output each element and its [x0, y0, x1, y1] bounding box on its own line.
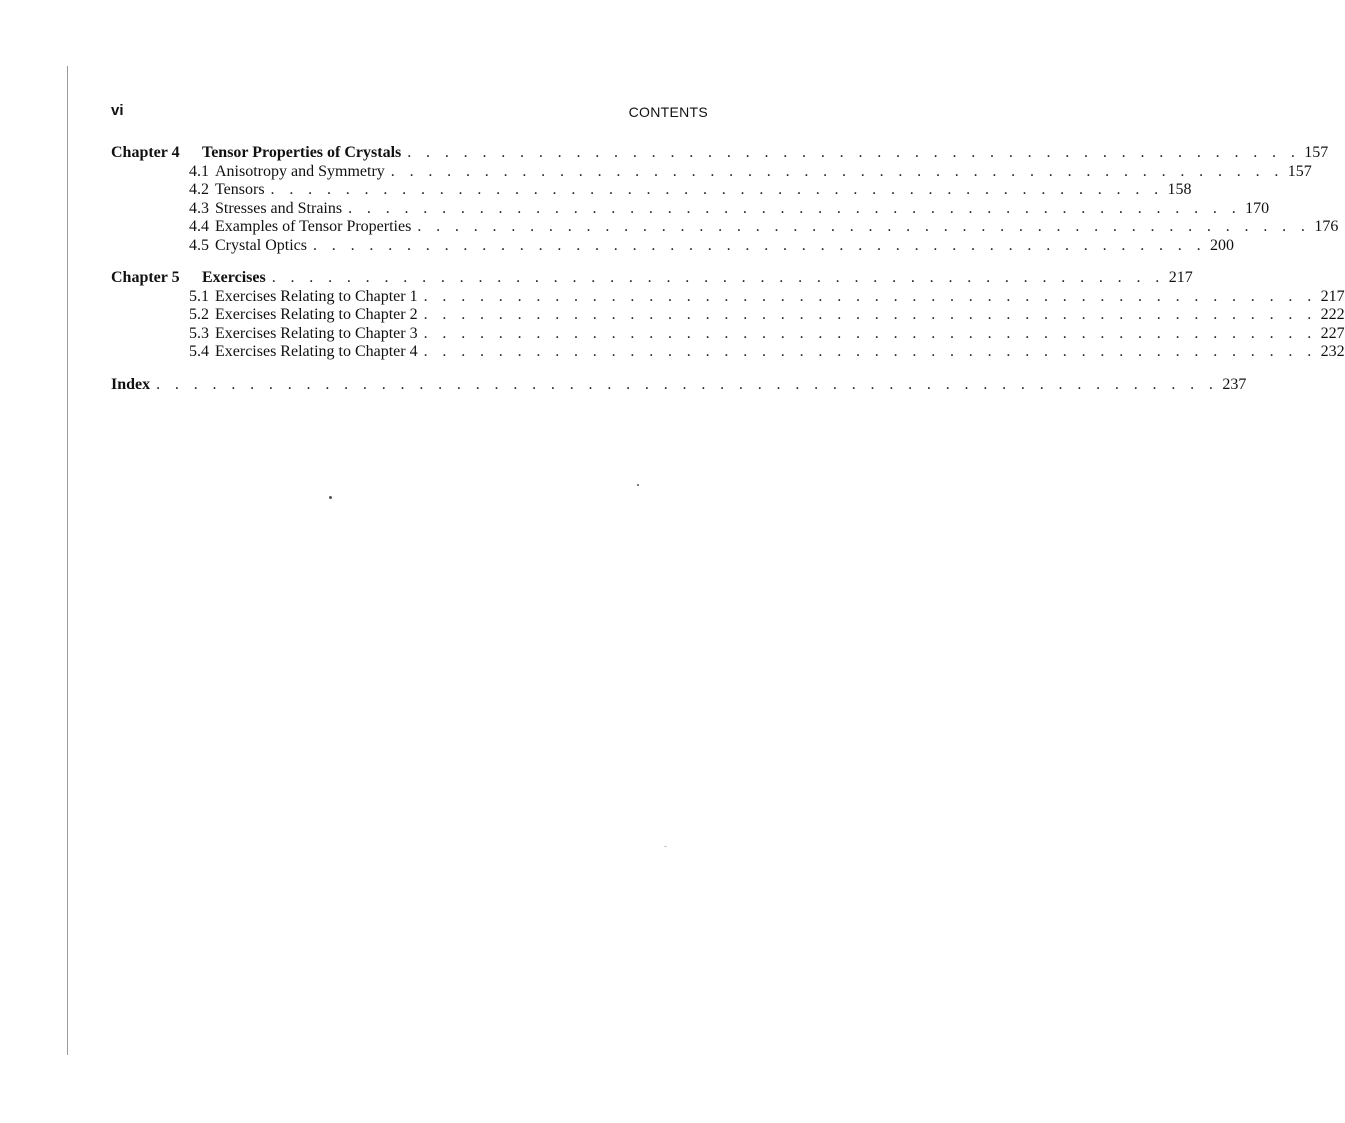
- section-title: Exercises Relating to Chapter 3: [215, 324, 418, 342]
- scan-speck: [637, 484, 639, 486]
- chapter-title: Exercises: [202, 269, 266, 286]
- dot-leader: . . . . . . . . . . . . . . . . . . . . . . . . . . . . . . . . . . . . . . . . . . . . . . . .: [417, 218, 1311, 235]
- toc-section-row[interactable]: [111, 218, 1339, 237]
- toc-section-row[interactable]: [111, 306, 1345, 325]
- section-number: 5.4: [189, 343, 209, 360]
- page-header: [111, 102, 708, 122]
- dot-leader: . . . . . . . . . . . . . . . . . . . . . . . . . . . . . . . . . . . . . . . . . . . . . . . .: [407, 144, 1301, 161]
- page-number: 217: [1168, 269, 1193, 286]
- section-number: 4.1: [189, 162, 209, 180]
- toc-section-row[interactable]: [111, 199, 1270, 219]
- toc-section-row[interactable]: [111, 343, 1345, 362]
- toc-chapter-row[interactable]: [111, 269, 1193, 288]
- chapter-label: Chapter 4: [111, 144, 180, 161]
- dot-leader: . . . . . . . . . . . . . . . . . . . . . . . . . . . . . . . . . . . . . . . . . . . . . . . . . . . . . . . . .: [156, 375, 1219, 393]
- page-number: 227: [1320, 324, 1345, 342]
- section-title: Tensors: [215, 181, 265, 198]
- dot-leader: . . . . . . . . . . . . . . . . . . . . . . . . . . . . . . . . . . . . . . . . . . . . . . . .: [423, 324, 1317, 342]
- page-number: 157: [1287, 162, 1312, 180]
- toc-chapter-row[interactable]: [111, 144, 1329, 163]
- section-title: Examples of Tensor Properties: [215, 218, 412, 235]
- toc-index-row[interactable]: [111, 375, 1247, 395]
- section-number: 4.4: [189, 218, 209, 235]
- page-number: 176: [1314, 218, 1339, 235]
- section-number: 4.3: [189, 199, 209, 217]
- section-title: Exercises Relating to Chapter 2: [215, 306, 418, 323]
- toc-section-row[interactable]: [111, 324, 1345, 344]
- section-number: 5.1: [189, 287, 209, 305]
- chapter-label: Chapter 5: [111, 269, 180, 286]
- page-number: 158: [1167, 181, 1192, 198]
- section-number: 5.2: [189, 306, 209, 323]
- section-title: Anisotropy and Symmetry: [215, 162, 385, 180]
- page-number: 217: [1320, 287, 1345, 305]
- page-number: 237: [1222, 375, 1247, 393]
- section-number: 4.2: [189, 181, 209, 198]
- page-number: 232: [1320, 343, 1345, 360]
- section-title: Stresses and Strains: [215, 199, 343, 217]
- page-number: 200: [1210, 236, 1234, 254]
- dot-leader: . . . . . . . . . . . . . . . . . . . . . . . . . . . . . . . . . . . . . . . . . . . . . . . .: [390, 162, 1284, 180]
- page-number: 157: [1304, 144, 1329, 161]
- dot-leader: . . . . . . . . . . . . . . . . . . . . . . . . . . . . . . . . . . . . . . . . . . . . . . . .: [313, 236, 1206, 254]
- toc-section-row[interactable]: [111, 181, 1192, 200]
- scan-speck: [329, 496, 332, 499]
- section-title: Exercises Relating to Chapter 1: [215, 287, 418, 305]
- section-number: 4.5: [189, 236, 209, 254]
- scan-speck: [664, 846, 667, 847]
- page-folio: vi: [111, 102, 124, 119]
- dot-leader: . . . . . . . . . . . . . . . . . . . . . . . . . . . . . . . . . . . . . . . . . . . . . . . .: [423, 343, 1317, 360]
- dot-leader: . . . . . . . . . . . . . . . . . . . . . . . . . . . . . . . . . . . . . . . . . . . . . . . .: [423, 306, 1317, 323]
- dot-leader: . . . . . . . . . . . . . . . . . . . . . . . . . . . . . . . . . . . . . . . . . . . . . . . .: [423, 287, 1317, 305]
- running-head: CONTENTS: [628, 104, 708, 120]
- section-title: Exercises Relating to Chapter 4: [215, 343, 418, 360]
- chapter-title: Tensor Properties of Crystals: [202, 144, 402, 161]
- dot-leader: . . . . . . . . . . . . . . . . . . . . . . . . . . . . . . . . . . . . . . . . . . . . . . . .: [348, 199, 1242, 217]
- toc-section-row[interactable]: [111, 236, 1234, 256]
- toc-section-row[interactable]: [111, 162, 1312, 182]
- page-number: 170: [1245, 199, 1270, 217]
- index-title: Index: [111, 375, 151, 393]
- page-edge-line: [67, 66, 68, 1055]
- dot-leader: . . . . . . . . . . . . . . . . . . . . . . . . . . . . . . . . . . . . . . . . . . . . . . . .: [270, 181, 1164, 198]
- section-number: 5.3: [189, 324, 209, 342]
- page-number: 222: [1320, 306, 1345, 323]
- section-title: Crystal Optics: [215, 236, 307, 254]
- chapter-spacer: [111, 362, 708, 376]
- table-of-contents: [111, 144, 1345, 394]
- dot-leader: . . . . . . . . . . . . . . . . . . . . . . . . . . . . . . . . . . . . . . . . . . . . . . . .: [271, 269, 1165, 286]
- toc-section-row[interactable]: [111, 287, 1345, 307]
- chapter-spacer: [111, 255, 708, 269]
